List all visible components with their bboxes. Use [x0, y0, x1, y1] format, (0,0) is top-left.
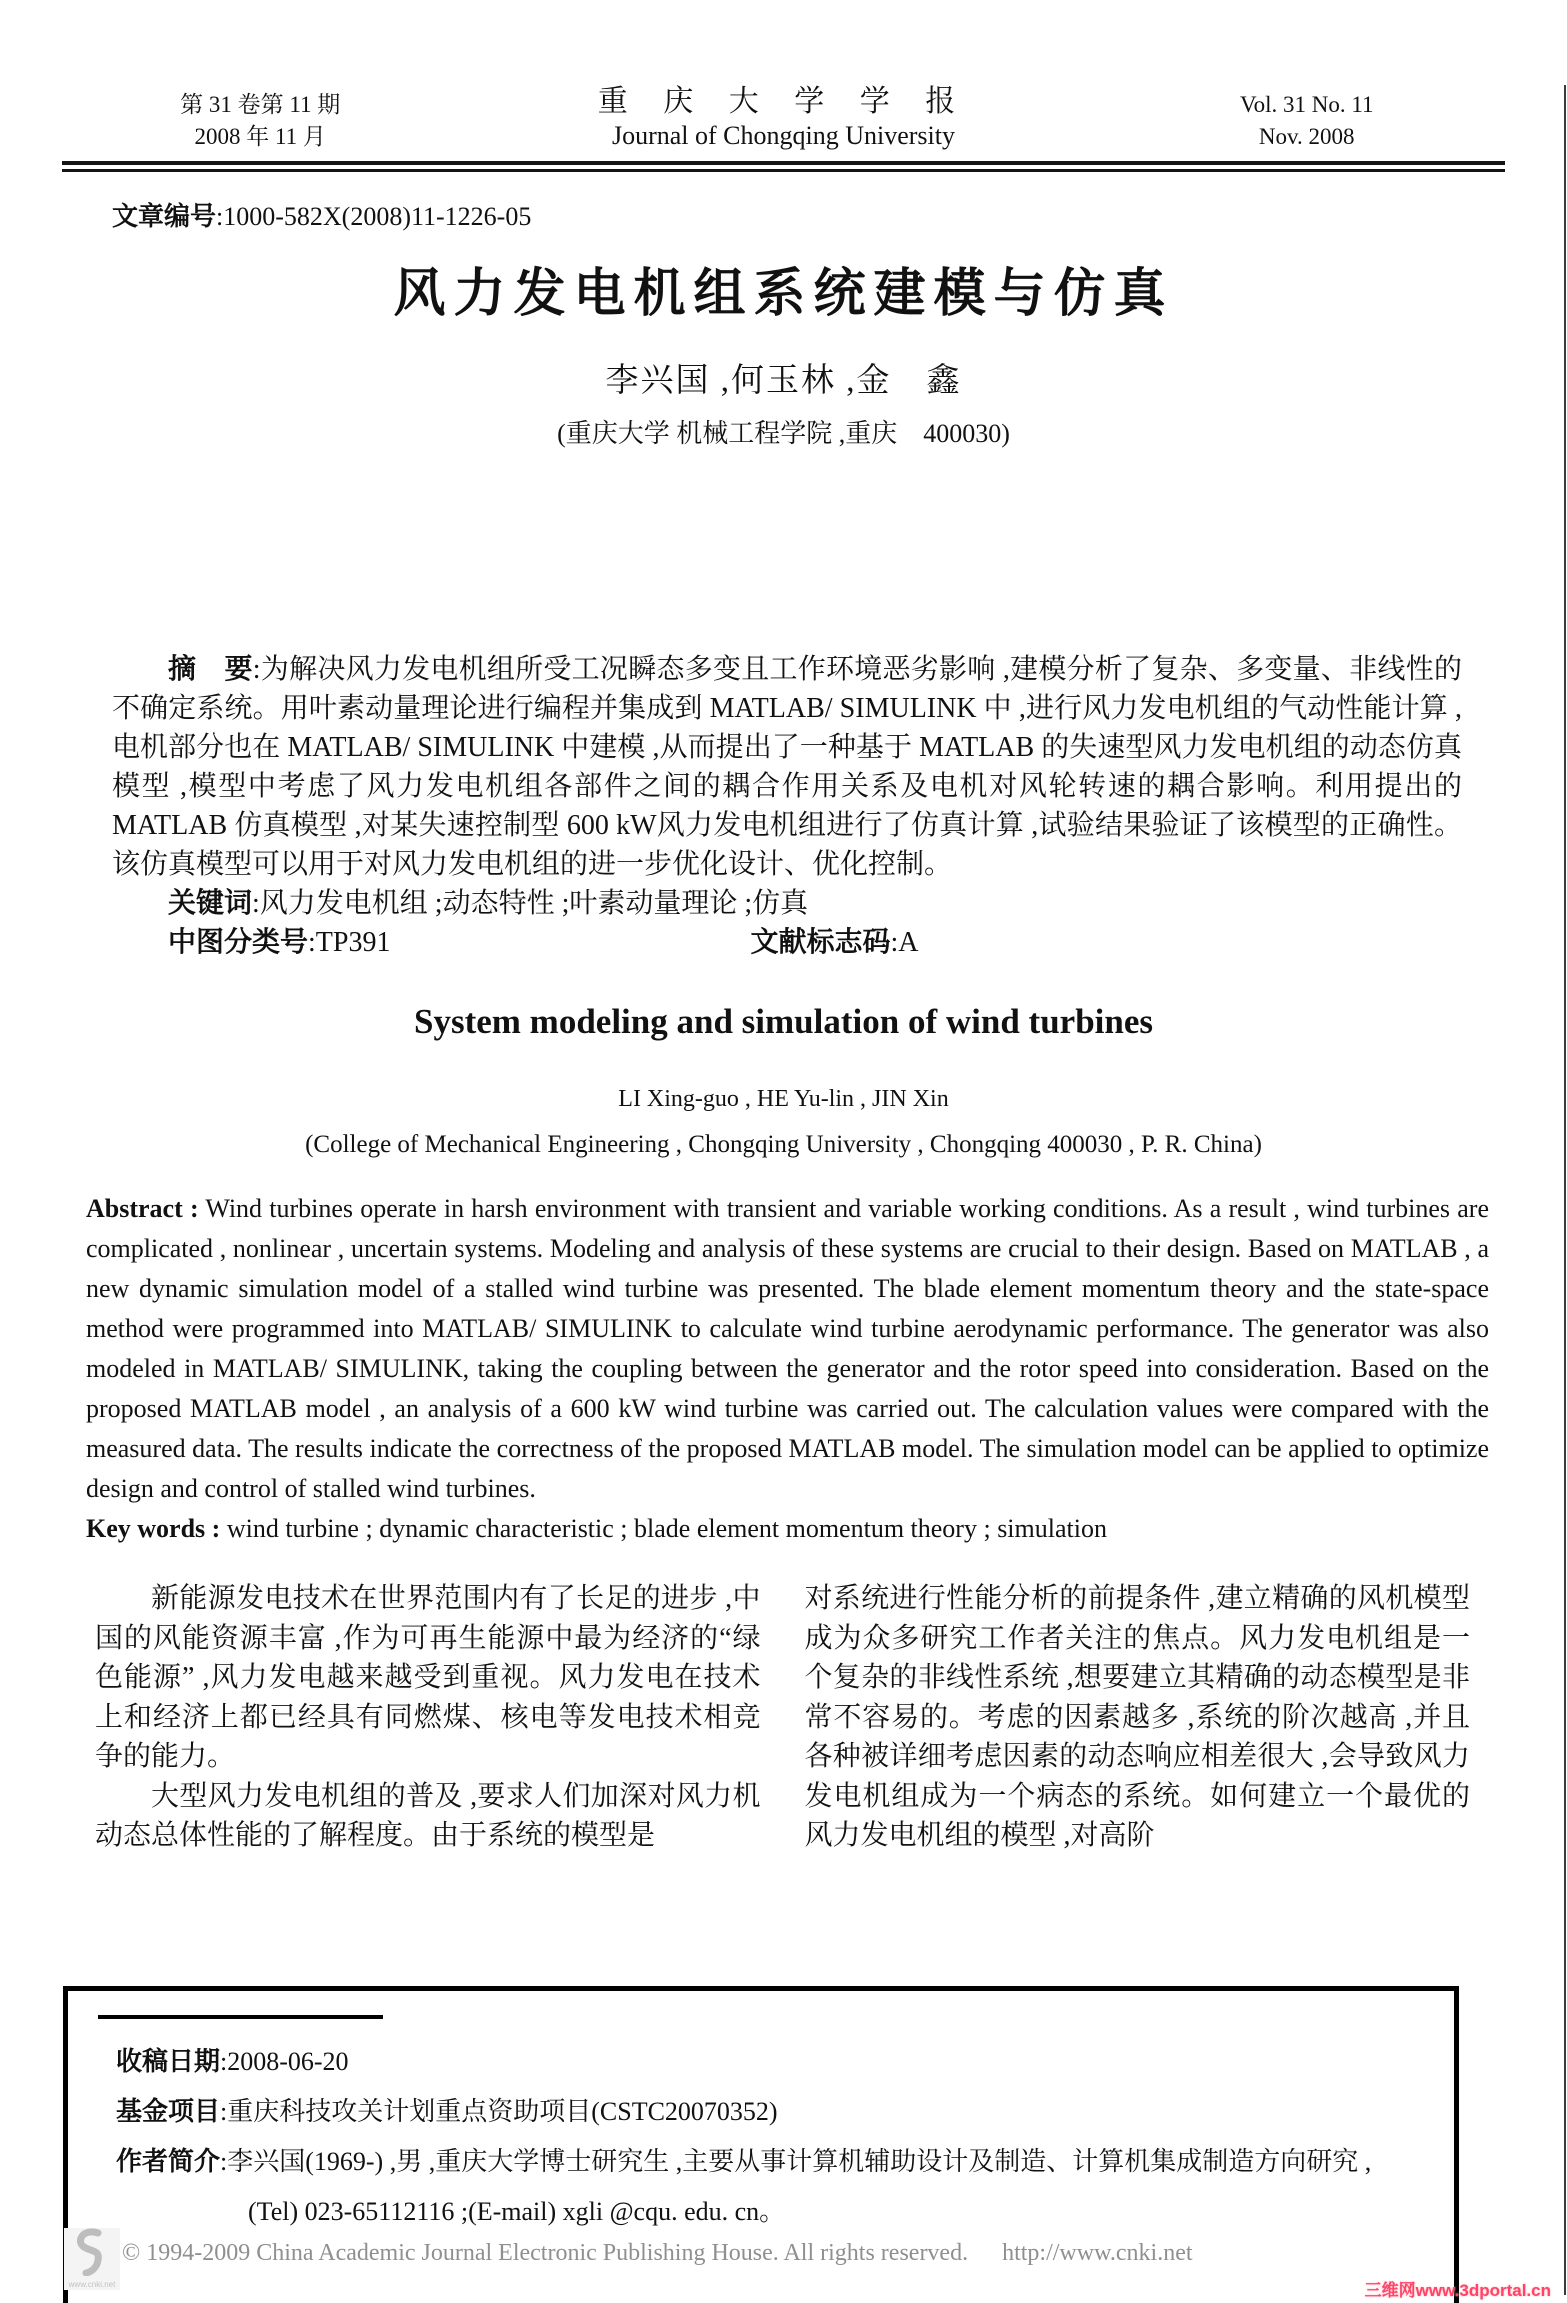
abstract-en-paragraph [86, 1189, 1489, 1509]
scan-edge-line [1564, 85, 1566, 2295]
keywords-label-en: Key words : [86, 1514, 221, 1543]
abstract-label-cn: 摘 要 [168, 654, 253, 685]
article-id-line [112, 196, 1567, 233]
abstract-text-cn: :为解决风力发电机组所受工况瞬态多变且工作环境恶劣影响 ,建模分析了复杂、多变量、非线性的不确定系统。用叶素动量理论进行编程并集成到 MATLAB/ SIMULINK 中 ,进行风力发电机组的气动性能计算 ,电机部分也在 MATLAB/ SIMULINK 中建模 ,从而提出了一种基于 MATLAB 的失速型风力发电机组的动态仿真模型 ,模型中考虑了风力发电机组各部件之间的耦合作用关系及电机对风轮转速的耦合影响。利用提出的 MATLAB 仿真模型 ,对某失速控制型 600 kW风力发电机组进行了仿真计算 ,试验结果验证了该模型的正确性。该仿真模型可以用于对风力发电机组的进一步优化设计、优化控制。 [112, 654, 1462, 880]
article-id-value: :1000-582X(2008)11-1226-05 [216, 202, 532, 231]
body-paragraph-2: 大型风力发电机组的普及 ,要求人们加深对风力机动态总体性能的了解程度。由于系统的模型是 [95, 1780, 761, 1851]
keywords-cn-line [112, 884, 1462, 923]
cnki-url: http://www.cnki.net [1002, 2240, 1193, 2266]
cnki-logo-caption: www.cnki.net [68, 2280, 116, 2289]
abstract-en-block [86, 1189, 1489, 1549]
volume-number-en: Vol. 31 No. 11 [1239, 92, 1374, 117]
fund-project-line [116, 2087, 1454, 2137]
issue-date-cn: 2008 年 11 月 [194, 124, 326, 149]
running-head [0, 0, 1567, 153]
author-bio-line [116, 2137, 1454, 2187]
volume-info-en [1142, 89, 1472, 153]
author-contact-line: (Tel) 023-65112116 ;(E-mail) xgli @cqu. edu. cn。 [248, 2197, 786, 2226]
body-columns [95, 1579, 1470, 1856]
body-column-right [805, 1579, 1471, 1856]
abstract-text-en: Wind turbines operate in harsh environment with transient and variable working conditions. As a result , wind turbines are complicated , nonlinear , uncertain systems. Modeling and analysis of these systems are crucial to their design. Based on MATLAB , a new dynamic simulation model of a stalled wind turbine was presented. The blade element momentum theory and the state-space method were programmed into MATLAB/ SIMULINK to calculate wind turbine aerodynamic performance. The generator was also modeled in MATLAB/ SIMULINK, taking the coupling between the generator and the rotor speed into consideration. Based on the proposed MATLAB model , an analysis of a 600 kW wind turbine was carried out. The calculation values were compared with the measured data. The results indicate the correctness of the proposed MATLAB model. The simulation model can be applied to optimize design and control of stalled wind turbines. [86, 1194, 1489, 1503]
paper-title-cn: 风力发电机组系统建模与仿真 [393, 266, 1174, 323]
header-rule [62, 161, 1505, 172]
issue-info [95, 89, 425, 153]
keywords-text-cn: :风力发电机组 ;动态特性 ;叶素动量理论 ;仿真 [252, 888, 809, 919]
footnote-separator [98, 2015, 383, 2019]
body-paragraph-3: 对系统进行性能分析的前提条件 ,建立精确的风机模型成为众多研究工作者关注的焦点。风力发电机组是一个复杂的非线性系统 ,想要建立其精确的动态模型是非常不容易的。考虑的因素越多 ,系统的阶次越高 ,并且各种被详细考虑因素的动态响应相差很大 ,会导致风力发电机组成为一个病态的系统。如何建立一个最优的风力发电机组的模型 ,对高阶 [804, 1583, 1470, 1851]
abstract-label-en: Abstract : [86, 1194, 199, 1223]
body-column-left [95, 1579, 761, 1856]
copyright-text: © 1994-2009 China Academic Journal Electronic Publishing House. All rights reserved. [122, 2240, 969, 2266]
classification-line [112, 923, 1462, 962]
doc-code-value: :A [890, 927, 919, 958]
author-bio-label: 作者简介 [116, 2147, 221, 2176]
body-paragraph-1: 新能源发电技术在世界范围内有了长足的进步 ,中国的风能资源丰富 ,作为可再生能源中最为经济的“绿色能源” ,风力发电越来越受到重视。风力发电在技术上和经济上都已经具有同燃煤、核电等发电技术相竞争的能力。 [95, 1583, 761, 1772]
clc-value: :TP391 [308, 927, 391, 958]
clc-label: 中图分类号 [168, 927, 309, 958]
doc-code-label: 文献标志码 [750, 927, 891, 958]
journal-name [425, 85, 1141, 153]
received-date-line [116, 2037, 1454, 2087]
copyright-line [122, 2240, 1193, 2267]
received-date-value: :2008-06-20 [220, 2047, 349, 2076]
issue-date-en: Nov. 2008 [1258, 124, 1355, 149]
issue-volume: 第 31 卷第 11 期 [180, 92, 341, 117]
received-date-label: 收稿日期 [116, 2047, 221, 2076]
abstract-cn-paragraph [112, 650, 1462, 884]
keywords-label-cn: 关键词 [168, 888, 253, 919]
footnote-lines [116, 2037, 1454, 2237]
keywords-en-line [86, 1509, 1489, 1549]
cnki-logo [64, 2228, 120, 2290]
fund-project-label: 基金项目 [116, 2097, 221, 2126]
paper-title-en: System modeling and simulation of wind turbines [413, 1002, 1154, 1041]
affiliation-en: (College of Mechanical Engineering , Chongqing University , Chongqing 400030 , P. R. China) [305, 1131, 1262, 1158]
watermark: 三维网www.3dportal.cn [1364, 2281, 1551, 2300]
authors-en: LI Xing-guo , HE Yu-lin , JIN Xin [618, 1086, 949, 1112]
journal-name-en: Journal of Chongqing University [611, 121, 955, 150]
fund-project-value: :重庆科技攻关计划重点资助项目(CSTC20070352) [220, 2097, 778, 2126]
cnki-logo-icon [70, 2228, 114, 2276]
journal-name-cn: 重 庆 大 学 学 报 [597, 85, 970, 118]
authors-cn: 李兴国 ,何玉林 ,金 鑫 [605, 363, 962, 399]
author-bio-value: :李兴国(1969-) ,男 ,重庆大学博士研究生 ,主要从事计算机辅助设计及制造、计算机集成制造方向研究 , [220, 2147, 1372, 2176]
abstract-cn-block [112, 650, 1462, 962]
affiliation-cn: (重庆大学 机械工程学院 ,重庆 400030) [557, 419, 1010, 448]
keywords-text-en: wind turbine ; dynamic characteristic ; blade element momentum theory ; simulation [220, 1514, 1107, 1543]
article-id-label: 文章编号 [112, 202, 217, 231]
